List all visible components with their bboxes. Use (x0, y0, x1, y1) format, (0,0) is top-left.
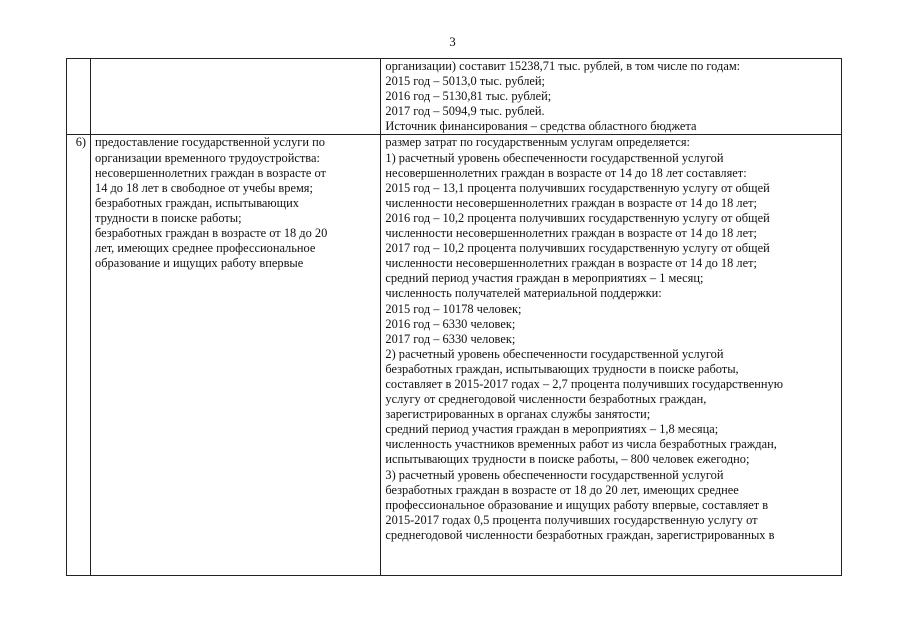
description-line: средний период участия граждан в мероприятиях – 1,8 месяца; (385, 422, 719, 437)
description-line: услугу от среднегодовой численности безработных граждан, (385, 392, 707, 407)
page-number: 3 (449, 34, 456, 49)
service-name-line: предоставление государственной услуги по (95, 135, 325, 150)
description-line: 2017 год – 5094,9 тыс. рублей. (385, 104, 545, 119)
service-name-line: 14 до 18 лет в свободное от учебы время; (95, 180, 313, 195)
description-line: безработных граждан, испытывающих трудности в поиске работы, (385, 361, 739, 376)
description-line: 2015 год – 13,1 процента получивших государственную услугу от общей (385, 180, 770, 195)
service-name-cell (91, 59, 381, 135)
description-line: численности несовершеннолетних граждан в возрасте от 14 до 18 лет; (385, 256, 757, 271)
description-line: 2016 год – 6330 человек; (385, 316, 516, 331)
description-line: численности несовершеннолетних граждан в возрасте от 14 до 18 лет; (385, 195, 757, 210)
description-line: среднегодовой численности безработных граждан, зарегистрированных в (385, 527, 775, 542)
description-line: 2015 год – 5013,0 тыс. рублей; (385, 74, 545, 89)
service-name-cell (91, 135, 381, 576)
service-name-line: лет, имеющих среднее профессиональное (95, 241, 316, 256)
service-name-line: несовершеннолетних граждан в возрасте от (95, 165, 326, 180)
description-line: 2017 год – 10,2 процента получивших государственную услугу от общей (385, 241, 770, 256)
description-line: составляет в 2015-2017 годах – 2,7 процента получивших государственную (385, 376, 783, 391)
description-line: Источник финансирования – средства областного бюджета (385, 119, 697, 134)
service-name-line: образование и ищущих работу впервые (95, 256, 304, 271)
description-cell (381, 59, 842, 135)
table-row (67, 135, 842, 576)
description-line: профессиональное образование и ищущих работу впервые, составляет в (385, 497, 769, 512)
description-line: средний период участия граждан в мероприятиях – 1 месяц; (385, 271, 704, 286)
description-line: 1) расчетный уровень обеспеченности государственной услугой (385, 150, 724, 165)
table-row (67, 59, 842, 135)
description-line: численности несовершеннолетних граждан в возрасте от 14 до 18 лет; (385, 226, 757, 241)
description-line: численность получателей материальной поддержки: (385, 286, 662, 301)
description-line: 2015-2017 годах 0,5 процента получивших государственную услугу от (385, 512, 758, 527)
row-number-cell: 6) (67, 135, 91, 576)
description-line: размер затрат по государственным услугам определяется: (385, 135, 690, 150)
description-line: испытывающих трудности в поиске работы, – 800 человек ежегодно; (385, 452, 750, 467)
description-cell (381, 135, 842, 576)
description-line: 2017 год – 6330 человек; (385, 331, 516, 346)
document-table (66, 58, 842, 576)
row-number-cell (67, 59, 91, 135)
description-line: 2016 год – 5130,81 тыс. рублей; (385, 89, 552, 104)
description-line: 3) расчетный уровень обеспеченности государственной услугой (385, 467, 724, 482)
description-line: численность участников временных работ из числа безработных граждан, (385, 437, 777, 452)
description-line: несовершеннолетних граждан в возрасте от 14 до 18 лет составляет: (385, 165, 747, 180)
service-name-line: безработных граждан в возрасте от 18 до 20 (95, 226, 328, 241)
description-line: зарегистрированных в органах службы занятости; (385, 407, 651, 422)
service-name-line: безработных граждан, испытывающих (95, 195, 300, 210)
description-line: безработных граждан в возрасте от 18 до 20 лет, имеющих среднее (385, 482, 739, 497)
service-name-line: организации временного трудоустройства: (95, 150, 320, 165)
description-line: 2) расчетный уровень обеспеченности государственной услугой (385, 346, 724, 361)
service-name-line: трудности в поиске работы; (95, 210, 242, 225)
description-line: организации) составит 15238,71 тыс. рублей, в том числе по годам: (385, 59, 741, 73)
description-line: 2016 год – 10,2 процента получивших государственную услугу от общей (385, 210, 770, 225)
description-line: 2015 год – 10178 человек; (385, 301, 522, 316)
